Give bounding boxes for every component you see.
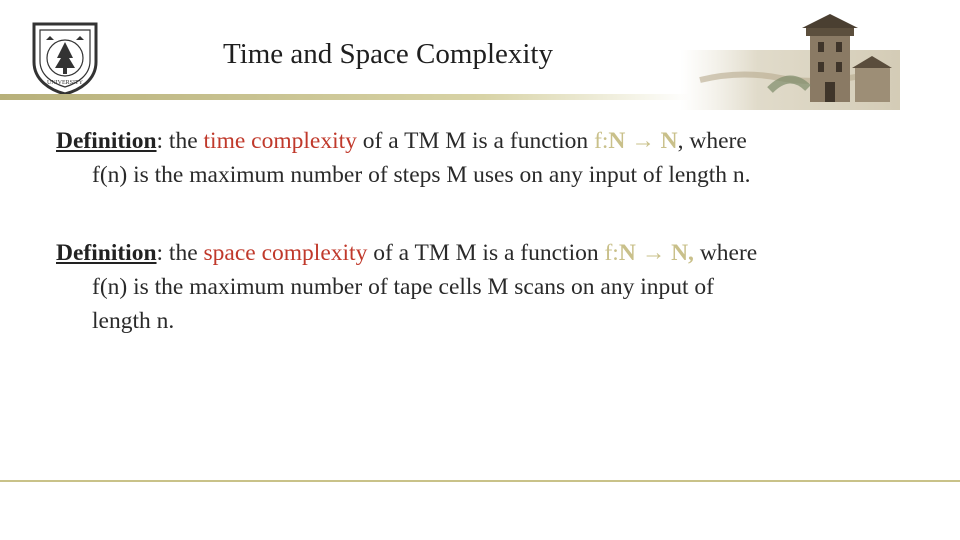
definition-label: Definition <box>56 240 157 266</box>
header-divider <box>0 94 690 100</box>
definition-line-2: f(n) is the maximum number of steps M uses on any input of length n. <box>92 162 751 188</box>
function-codomain: N <box>660 128 678 154</box>
definition-term: space complexity <box>203 240 368 266</box>
time-complexity-definition <box>56 124 916 192</box>
function-name: f: <box>594 128 609 154</box>
definition-term: time complexity <box>203 128 357 154</box>
slide-title: Time and Space Complexity <box>223 38 553 70</box>
definition-line <box>56 236 916 270</box>
definition-middle: of a TM M is a function <box>367 240 605 266</box>
definition-prefix: : the <box>156 240 204 266</box>
campus-building-image <box>680 10 900 110</box>
function-name: f: <box>604 240 619 266</box>
function-domain: N <box>608 128 626 154</box>
footer-divider <box>0 480 960 482</box>
space-complexity-definition <box>56 236 916 338</box>
definition-line-2: f(n) is the maximum number of tape cells M scans on any input of <box>92 274 714 300</box>
definition-middle: of a TM M is a function <box>356 128 595 154</box>
function-domain: N <box>618 240 636 266</box>
definition-prefix: : the <box>156 128 204 154</box>
function-arrow: → <box>625 128 661 154</box>
definition-after: where <box>693 240 758 266</box>
function-codomain: N, <box>671 240 694 266</box>
function-arrow: → <box>635 240 672 266</box>
definition-line-3: length n. <box>92 308 175 334</box>
definition-label: Definition <box>56 128 157 154</box>
definition-line <box>56 124 916 158</box>
svg-text:UNIVERSITY: UNIVERSITY <box>47 80 83 86</box>
definition-after: , where <box>677 128 747 154</box>
university-seal-icon <box>28 18 102 96</box>
